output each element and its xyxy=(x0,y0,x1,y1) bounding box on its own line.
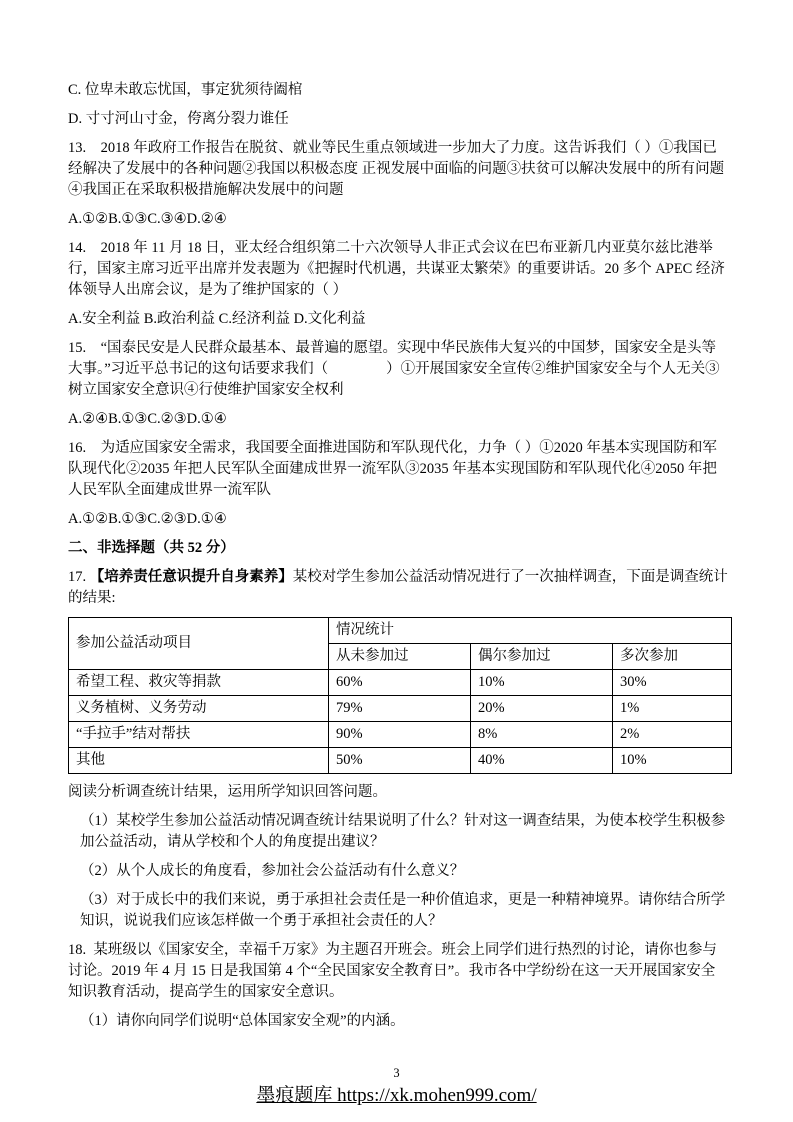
table-cell: 50% xyxy=(329,748,471,774)
exam-content xyxy=(68,80,729,1040)
question-15-text: 15. “国泰民安是人民群众最基本、最普遍的愿望。实现中华民族伟大复兴的中国梦，国家安全是头等大事。”习近平总书记的这句话要求我们（ ）①开展国家安全宣传②维护国家安全与个人无关③树立国家安全意识④行使维护国家安全权利 xyxy=(68,340,720,398)
table-cell: 10% xyxy=(471,670,613,696)
table-subheader-never: 从未参加过 xyxy=(329,644,471,670)
question-17-sub-1: （1）某校学生参加公益活动情况调查统计结果说明了什么？针对这一调查结果，为使本校学生积极参加公益活动，请从学校和个人的角度提出建议？ xyxy=(80,813,726,850)
option-d-line: D. 寸寸河山寸金，侉离分裂力谁任 xyxy=(68,111,289,127)
table-cell: 30% xyxy=(613,670,732,696)
survey-table xyxy=(68,617,732,774)
table-row xyxy=(69,748,732,774)
table-row-label: 其他 xyxy=(69,748,329,774)
table-cell: 2% xyxy=(613,722,732,748)
table-cell: 79% xyxy=(329,696,471,722)
question-15-options: A.②④B.①③C.②③D.①④ xyxy=(68,411,227,427)
table-followup-text: 阅读分析调查统计结果，运用所学知识回答问题。 xyxy=(68,784,387,800)
question-18-sub-1: （1）请你向同学们说明“总体国家安全观”的内涵。 xyxy=(80,1013,405,1029)
table-cell: 60% xyxy=(329,670,471,696)
table-project-header-cell: 参加公益活动项目 xyxy=(69,618,329,670)
question-14-text: 14. 2018 年 11 月 18 日，亚太经合组织第二十六次领导人非正式会议在巴布亚新几内亚莫尔兹比港举行，国家主席习近平出席并发表题为《把握时代机遇，共谋亚太繁荣》的重要讲话。20 多个 APEC 经济体领导人出席会议，是为了维护国家的（ ） xyxy=(68,240,725,298)
table-row-label: “手拉手”结对帮扶 xyxy=(69,722,329,748)
question-17-text xyxy=(68,567,729,609)
table-row xyxy=(69,670,732,696)
watermark-text: 墨痕题库 https://xk.mohen999.com/ xyxy=(256,1085,537,1106)
section-2-header: 二、非选择题（共 52 分） xyxy=(68,540,235,556)
table-header-row-1 xyxy=(69,618,732,644)
question-13-text: 13. 2018 年政府工作报告在脱贫、就业等民生重点领域进一步加大了力度。这告诉我们（ ）①我国已经解决了发展中的各种问题②我国以积极态度 正视发展中面临的问题③扶贫可以解决发展中的所有问题④我国正在采取积极措施解决发展中的问题 xyxy=(68,140,725,198)
question-17-tag: 【培养责任意识提升自身素养】 xyxy=(89,569,293,585)
table-cell: 1% xyxy=(613,696,732,722)
table-cell: 8% xyxy=(471,722,613,748)
question-16-options: A.①②B.①③C.②③D.①④ xyxy=(68,511,227,527)
question-17-body: 某校对学生参加公益活动情况进行了一次抽样调查，下面是调查统计的结果: xyxy=(68,569,728,606)
question-16-text: 16. 为适应国家安全需求，我国要全面推进国防和军队现代化，力争（ ）①2020 年基本实现国防和军队现代化②2035 年把人民军队全面建成世界一流军队③2035 年基本实现国防和军队现代化④2050 年把人民军队全面建成世界一流军队 xyxy=(68,440,717,498)
table-cell: 10% xyxy=(613,748,732,774)
option-c-line: C. 位卑未敢忘忧国，事定犹须待阖棺 xyxy=(68,82,303,98)
table-row-label: 义务植树、义务劳动 xyxy=(69,696,329,722)
table-row-label: 希望工程、救灾等捐款 xyxy=(69,670,329,696)
page-number: 3 xyxy=(393,1066,400,1080)
question-18-text: 18. 某班级以《国家安全，幸福千万家》为主题召开班会。班会上同学们进行热烈的讨论，请你也参与讨论。2019 年 4 月 15 日是我国第 4 个“全民国家安全教育日”。我市各中学纷纷在这一天开展国家安全知识教育活动，提高学生的国家安全意识。 xyxy=(68,942,717,1000)
table-subheader-often: 多次参加 xyxy=(613,644,732,670)
question-14-options: A.安全利益 B.政治利益 C.经济利益 D.文化利益 xyxy=(68,311,366,327)
table-cell: 90% xyxy=(329,722,471,748)
question-13-options: A.①②B.①③C.③④D.②④ xyxy=(68,211,227,227)
table-cell: 40% xyxy=(471,748,613,774)
question-17-sub-2: （2）从个人成长的角度看，参加社会公益活动有什么意义？ xyxy=(80,863,465,879)
table-cell: 20% xyxy=(471,696,613,722)
table-row xyxy=(69,696,732,722)
table-stats-header-cell: 情况统计 xyxy=(329,618,732,644)
question-17-number: 17. xyxy=(68,569,90,585)
page-footer xyxy=(0,1066,793,1108)
question-17-sub-3: （3）对于成长中的我们来说，勇于承担社会责任是一种价值追求，更是一种精神境界。请你结合所学知识，说说我们应该怎样做一个勇于承担社会责任的人？ xyxy=(80,892,726,929)
table-row xyxy=(69,722,732,748)
table-subheader-occasionally: 偶尔参加过 xyxy=(471,644,613,670)
